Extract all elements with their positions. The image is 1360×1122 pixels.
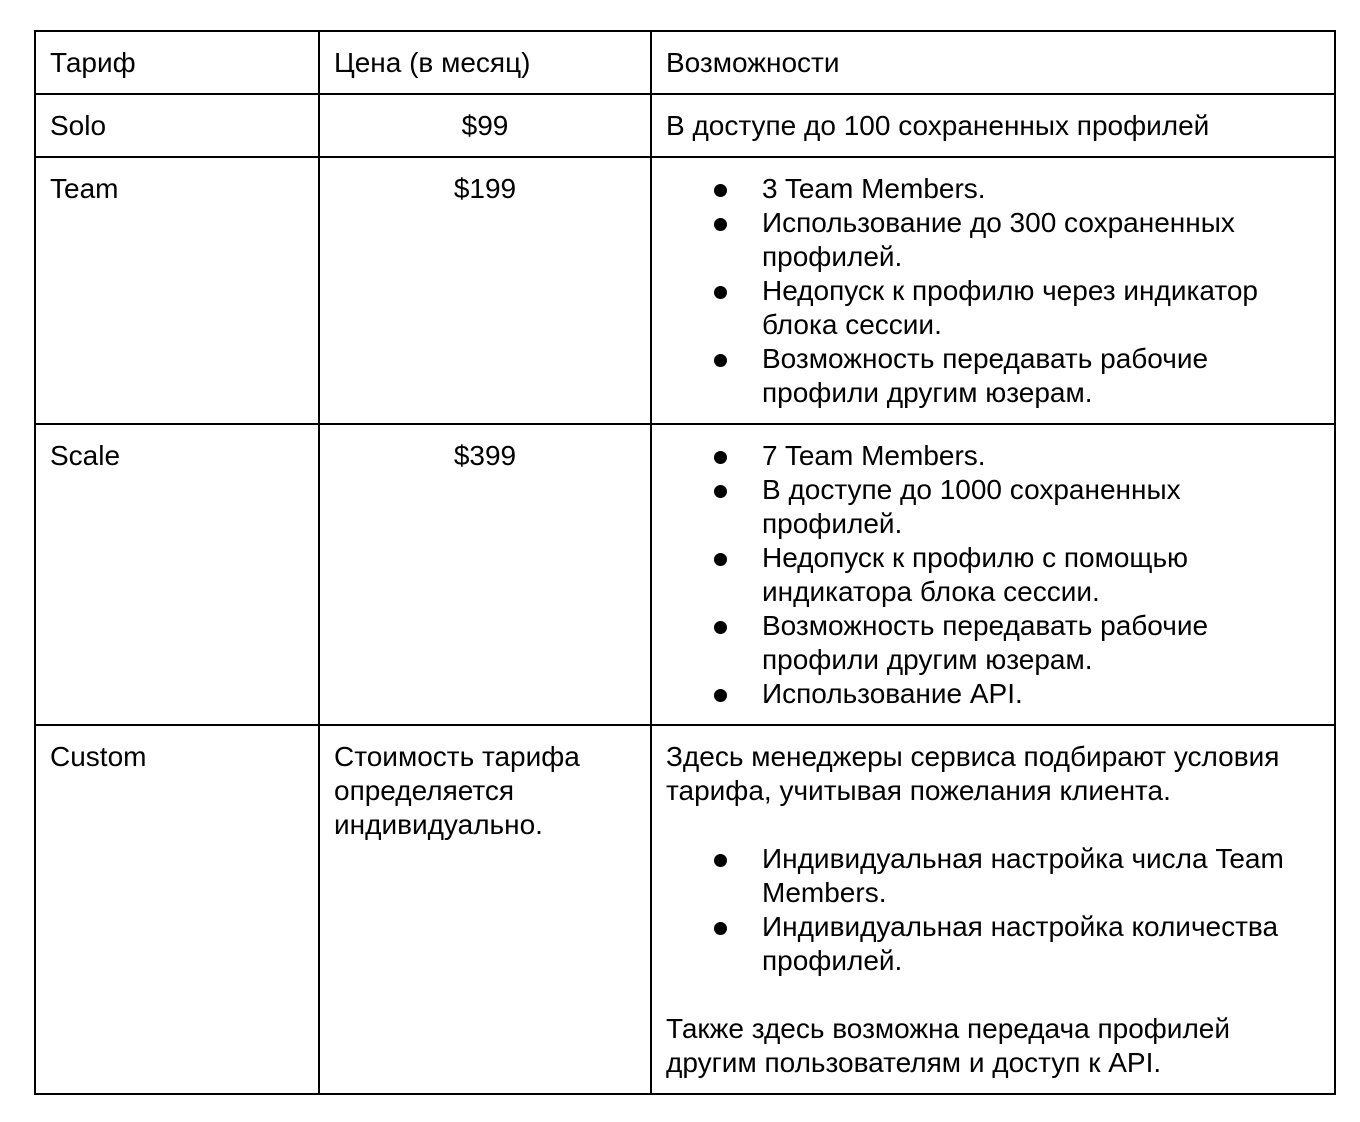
feature-item: Использование до 300 сохраненных профилей. <box>762 206 1320 274</box>
plan-name: Custom <box>35 725 319 1094</box>
table-row-custom <box>35 725 1335 1094</box>
features-outro: Также здесь возможна передача профилей другим пользователям и доступ к API. <box>666 1013 1230 1078</box>
table-header-row <box>35 31 1335 94</box>
table-row-solo <box>35 94 1335 157</box>
plan-price: $399 <box>319 424 651 725</box>
plan-price: $199 <box>319 157 651 424</box>
feature-item: 7 Team Members. <box>762 439 1320 473</box>
table-row-scale <box>35 424 1335 725</box>
feature-list <box>666 842 1320 978</box>
plan-features <box>651 725 1335 1094</box>
plan-features <box>651 424 1335 725</box>
pricing-table <box>34 30 1336 1095</box>
feature-item: Недопуск к профилю с помощью индикатора блока сессии. <box>762 541 1320 609</box>
features-intro: Здесь менеджеры сервиса подбирают условия тарифа, учитывая пожелания клиента. <box>666 741 1280 806</box>
plan-features <box>651 157 1335 424</box>
feature-item: Индивидуальная настройка количества профилей. <box>762 910 1320 978</box>
plan-features: В доступе до 100 сохраненных профилей <box>651 94 1335 157</box>
plan-name: Team <box>35 157 319 424</box>
header-features: Возможности <box>651 31 1335 94</box>
feature-item: В доступе до 1000 сохраненных профилей. <box>762 473 1320 541</box>
feature-item: Возможность передавать рабочие профили другим юзерам. <box>762 342 1320 410</box>
header-price: Цена (в месяц) <box>319 31 651 94</box>
plan-price: $99 <box>319 94 651 157</box>
plan-price: Стоимость тарифа определяется индивидуально. <box>319 725 651 1094</box>
feature-item: Индивидуальная настройка числа Team Members. <box>762 842 1320 910</box>
header-plan: Тариф <box>35 31 319 94</box>
feature-item: Использование API. <box>762 677 1320 711</box>
paragraph-spacer <box>666 808 1320 842</box>
feature-list <box>666 172 1320 410</box>
feature-item: Возможность передавать рабочие профили другим юзерам. <box>762 609 1320 677</box>
feature-item: 3 Team Members. <box>762 172 1320 206</box>
plan-name: Scale <box>35 424 319 725</box>
feature-list <box>666 439 1320 711</box>
feature-item: Недопуск к профилю через индикатор блока сессии. <box>762 274 1320 342</box>
table-row-team <box>35 157 1335 424</box>
paragraph-spacer <box>666 978 1320 1012</box>
plan-name: Solo <box>35 94 319 157</box>
